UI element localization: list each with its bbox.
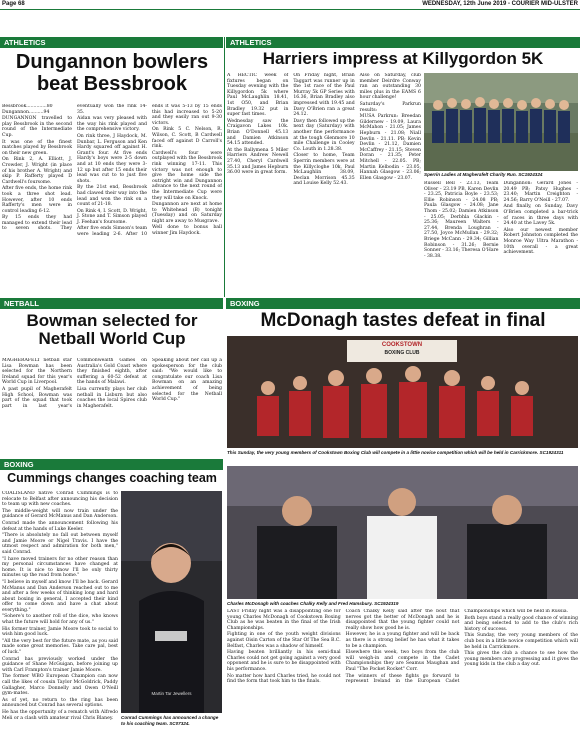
- article-paragraph: Aidan was very pleased with the way his rink played and the comprehensive victory.: [77, 116, 147, 133]
- cummings-article-body: [2, 491, 118, 735]
- article-paragraph: Elsewhere this week, two boys from the club will weigh-in and compete in the Cadet Championships they are Seamus Maughan and Paul "The Pocket Rocket" Corr.: [345, 650, 460, 672]
- shirt-sponsor-text: Martin Tar Jewellers: [151, 691, 192, 696]
- article-paragraph: "Sohere's to another roll of the dice, who knows what the future will hold for any of us.": [2, 614, 118, 626]
- article-paragraph: Conrad has previously worked under the guidance of Shane McGuigan, before joining up with Carl Frampton's trainer Jamie Moore.: [2, 656, 118, 673]
- article-paragraph: MAGHERAFELT netball star Lisa Bowman has been selected for the Northern Ireland squad for this year's World Cup in Liverpool.: [2, 358, 72, 386]
- article-paragraph: A past pupil of Magherafelt High School, Bowman was part of the squad that took part in last year's Commonwealth Games on Australia's Gold Coast where they finished eighth, after suffering a 60-52 defeat at the hands of Malawi.: [2, 358, 147, 409]
- masthead: [0, 0, 580, 10]
- bowls-headline: Dungannon bowlers beat Bessbrook: [15, 51, 209, 95]
- section-label-athletics-left: ATHLETICS: [0, 37, 223, 48]
- article-paragraph: It was one of the finest matches played by Bessbrook on their new green.: [2, 139, 72, 156]
- harriers-headline: Harriers impress at Killygordon 5K: [262, 49, 544, 68]
- article-paragraph: "There is absolutely no fall out between myself and Jamie Moore or Nigel Travis. I have the utmost respect and admiration for both men," said Conrad.: [2, 533, 118, 555]
- section-label-boxing-right: BOXING: [226, 298, 580, 309]
- sperrin-ladies-photo-icon: [424, 73, 578, 171]
- article-paragraph: Also our newest member Robert Johnston completed the Monroe Way Ultra Marathon - 10th overall - a great achievement.: [503, 227, 578, 256]
- mcdonagh-headline: McDonagh tastes defeat in final: [260, 310, 546, 331]
- club-banner-bottom: BOXING CLUB: [384, 350, 420, 356]
- mcdonagh-article-body: [227, 609, 578, 735]
- article-paragraph: Cardwell's four were outplayed with the Bessbrook rink winning 17-11. This victory was not enough to give the home side the outright win and Dungannon advance to the next round of the Intermediate Cup were they will take on Knock.: [152, 150, 222, 201]
- article-paragraph: COALISLAND native Conrad Cummings is to relocate to Belfast after announcing his decision to team up with new coaches.: [2, 491, 118, 508]
- bowls-article-body: [2, 104, 222, 292]
- club-group-photo-caption: This Sunday, the very young members of Cookstown Boxing Club will compete in a little novice competition which will be held in Carrickmore. SC1924311: [227, 450, 564, 455]
- article-paragraph: Well done to bonus ball winner Jim Haydock.: [152, 225, 222, 237]
- article-paragraph: "All the very best for the future mate, as you said made some great memories. Take care pal, best of luck.": [2, 638, 118, 656]
- publication-date: WEDNESDAY, 12th June 2019 - COURIER MID-ULSTER: [422, 1, 578, 7]
- harriers-article-body-upper: [227, 73, 421, 295]
- article-paragraph: At the Ballymena 5 Miler Harriers Andrew Newell 27.40, Cheryl Cardwell 35.13 and James Hepburn 36.00 were in great form.: [227, 147, 289, 176]
- article-paragraph: Closer to home, Team Sperrin members were at the Killycloghe 10k, Paul McLaughlin 38.09, Declan Morrison 45.35 and Louise Kelly 52.43.: [293, 153, 355, 187]
- article-paragraph: "I believe in myself and know I'll be back. Gerard McManus and Dan Anderson reached out to me and after a few weeks of thinking long and hard about boxing in general, I accepted their kind offer to come down and have a chat about everything.": [2, 579, 118, 613]
- harriers-photo: [424, 73, 578, 171]
- article-paragraph: Wednesday saw the Craigavon Lakes 10k. Brian O'Donnell 45.13 and Damien Atkinson 54.15 attended.: [227, 118, 289, 147]
- article-paragraph: Both boys stand a really good chance of winning and being selected to add to the club's rich history of success.: [464, 615, 578, 632]
- harriers-article-body-lower: [424, 181, 578, 295]
- article-paragraph: This Sunday, the very young members of the club box in a little novice competition which will be held in Carrickmore.: [464, 633, 578, 650]
- article-paragraph: MUSA Parkrun: Breedan Gildernew - 19.09, Laura McMahon - 21.05; James Hepburn - 21.08; Niall Devlin - 21.11. PB; Kevin Devlin - 21.12, Damien McCaffrey - 21.15; Steven Doran - 21.35; Peter Mitchell - 22.05. PB; Martin Kelbodin - 23.05, Hannah Glasgow - 23.06; Ellen Glasgow - 23.07.: [359, 114, 421, 181]
- article-paragraph: Speaking about her call up a spokesperson for the club said: "We would like to congratulate our coach Lisa Bowman on an amazing achievement of being selected for the Netball World Cup.": [152, 358, 222, 403]
- article-paragraph: By the 21st end, Bessbrook had clawed their way into the lead and won the rink on a count of 21-18.: [77, 185, 147, 208]
- page-number: Page 68: [2, 1, 25, 7]
- article-paragraph: Davy then followed up the next day (Saturday) with another fine performance at the tough Glenmore 10 mile Challenge in Cooley Co. Louth in 1.28.38.: [293, 118, 355, 152]
- article-paragraph: Coach Chalky Kelly said after the bout that nerves got the better of McDonagh and he is disappointed that the young fighter could not really show how good he is.: [345, 609, 460, 631]
- article-paragraph: Lisa currently plays her club netball in Lisburn but also coaches the local Spires club in Magherafelt.: [77, 386, 147, 409]
- article-paragraph: Saturday's Parkrun results:: [359, 101, 421, 113]
- article-paragraph: The former WBO European Champion can now call the likes of cousin Taylor McGoldrick, Paddy Gallagher, Marco Donnelly and Owen O'Neill gym-mates.: [2, 674, 118, 697]
- article-paragraph: The middle-weight will now train under the guidance of Gerard McManus and Dan Anderson.: [2, 508, 118, 520]
- article-paragraph: Fighting in one of the youth weight divisions against Oisin Carton of the Star Of The Sea B.C. Belfast, Charles was a shadow of himself.: [227, 632, 341, 649]
- netball-headline: Bowman selected for Netball World Cup: [26, 311, 198, 349]
- article-paragraph: His former trainer, Jamie Moore took to social to wish him good luck.: [2, 626, 118, 638]
- article-paragraph: No matter how hard Charles tried, he could not find the form that took him to the finals.: [227, 673, 341, 685]
- article-paragraph: By 15 ends they had managed to extend their lead to seven shots. They eventually won the rink 14-35.: [2, 104, 147, 232]
- article-paragraph: On Rink 4, I. Scott, D. Wright, J. Stone and T. Simson played J. Feehan's foursome.: [77, 208, 147, 225]
- article-paragraph: Dungannon are next at home to Whitehead (B) tonight (Tuesday) and on Saturday night are away to Musgrave.: [152, 202, 222, 224]
- section-label-athletics-right: ATHLETICS: [226, 37, 580, 48]
- article-paragraph: He has the opportunity of a rematch with Alfredo Meli or a clash with amateur rival Chris Blaney.: [2, 709, 118, 721]
- article-paragraph: This gives the club a chance to see how the young members are progressing and it gives the young kids in the club a day out.: [464, 651, 578, 668]
- conrad-cummings-photo-icon: [121, 491, 222, 713]
- section-label-netball: NETBALL: [0, 298, 223, 309]
- article-paragraph: After five ends, the home rink took a three shot lead. However, after 10 ends Rafferty's men were in control leading 6-12.: [2, 186, 72, 214]
- article-paragraph: On Rink 2, A. Elliott, J. Crowder, J. Wright (in place of his brother A. Wright) and skip P. Rafferty played D Cardwell's foursome.: [2, 157, 72, 185]
- article-paragraph: Also on Saturday, club member Deirdre Conway ran an outstanding 30 miles plus in the EAMS 6 hour challenge!: [359, 73, 421, 101]
- article-paragraph: Having beaten brilliantly in his semi-final Charles could not get going against a very good opponent and he is sure to be disappointed with his performance.: [227, 650, 341, 672]
- article-paragraph: Conrad made the announcement following his defeat at the hands of Luke Keeler.: [2, 520, 118, 532]
- article-paragraph: DUNGANNON travelled to play Bessbrook in the second round of the Intermediate Cup.: [2, 116, 72, 138]
- harriers-photo-caption: Sperrin Ladies at Magherafelt Charity Run. SC1924324: [424, 172, 543, 177]
- article-paragraph: As of yet, no return to the ring has been announced but Conrad has several options.: [2, 697, 118, 709]
- article-paragraph: "I have moved trainers for no other reason than my personal circumstances have changed at home. It is nice to know I'll be only thirty minutes up the road from home.": [2, 556, 118, 579]
- article-paragraph: LAST Friday night was a disappointing one for young Charles McDonagh of Cookstown Boxing Club as he was beaten in the final of the Irish Championships.: [227, 609, 341, 631]
- article-paragraph: On Rink 5 C. Nelson, R. Wilson, C. Scott, B Cardwell faced off against D Carroll's rink.: [152, 127, 222, 150]
- article-paragraph: The winners of these fights go forward to represent Ireland in the European Cadet Championships which will be held in Russia.: [345, 609, 569, 685]
- cummings-headline: Cummings changes coaching team: [7, 471, 217, 485]
- cummings-photo: [121, 491, 222, 713]
- article-paragraph: On rink three, J Haydock, M. Dunbar, L. Ferguson and Ken Hardy squared off against H. Grant's four. At five ends Hardy's boys were 2-5 down and at 10 ends they were 3-12 up but after 15 ends their lead was cut to to just five shots.: [77, 133, 147, 184]
- mcdonagh-with-coaches-photo-icon: [227, 466, 578, 599]
- article-paragraph: Russell Bell - 23.13, Team Oliver - 23.19 PB, Karen Devlin - 23.25, Patricia Boyle - 23.53; Ellie Robinson - 24.08 PB; Paula Glasgow - 24.08; Jane Thom - 25.02; Damien Atkinson - 25.05; Derbhla Glackin - 25.36; Maureen Walters - 27.44, Brenda Loughran - 27.50, Joyce McMullan - 29.32; Briege McCann - 29.34; Gillian Robinson - 31.26; Bernie Sonner - 33.16; Theresa O'Hare - 38.38.: [424, 181, 499, 259]
- club-group-photo: [227, 336, 578, 448]
- article-paragraph: Dungannon: Gerard Jones - 20.49 PB; Patsy Hughes - 23.40; Martin Creighton - 24.56; Barry O'Neill - 27.07.: [503, 181, 578, 203]
- cummings-photo-caption: Conrad Cummings has announced a change to his coaching team. SC07324.: [121, 715, 219, 726]
- mcdonagh-coaches-photo: [227, 466, 578, 599]
- article-paragraph: On Friday night, Brian Taggart was runner up in the 1st race of the Paul Murray 5k GP Series with 16.36, Brian Bradley also impressed with 19.45 and Davy O'Brien ran a great 24.12.: [293, 73, 355, 118]
- article-paragraph: Bessbrook..............80 Dungannon..........94: [2, 104, 53, 115]
- club-banner-top: COOKSTOWN: [381, 342, 423, 348]
- mcdonagh-coaches-photo-caption: Charles McDonagh with coaches Chalky Kelly and Fred Hamsbury. SC1924319: [227, 601, 399, 606]
- netball-article-body: [2, 358, 222, 456]
- section-label-boxing-left: BOXING: [0, 459, 223, 470]
- article-paragraph: A HECTIC week of fixtures began on Tuesday evening with the Killygordon 5k where Paul McLaughlin 18.41, 1st O50, and Brian Bradley 19.32 put in super fast times.: [227, 73, 289, 118]
- column-divider: [224, 37, 225, 297]
- article-paragraph: And finally, on Sunday, Davy O'Brien completed a bar-trick of races in three days with 24.40 at the Lavey 5k.: [503, 204, 578, 227]
- article-paragraph: However, he is a young fighter and will be back as there is a strong belief he has what it takes to be a champion.: [345, 632, 460, 649]
- article-paragraph: After five ends Simson's team were leading 2-6. After 10 ends it was 5-13 by 15 ends this had increased to 5-20 and they easily ran out 9-30 victors.: [77, 104, 222, 238]
